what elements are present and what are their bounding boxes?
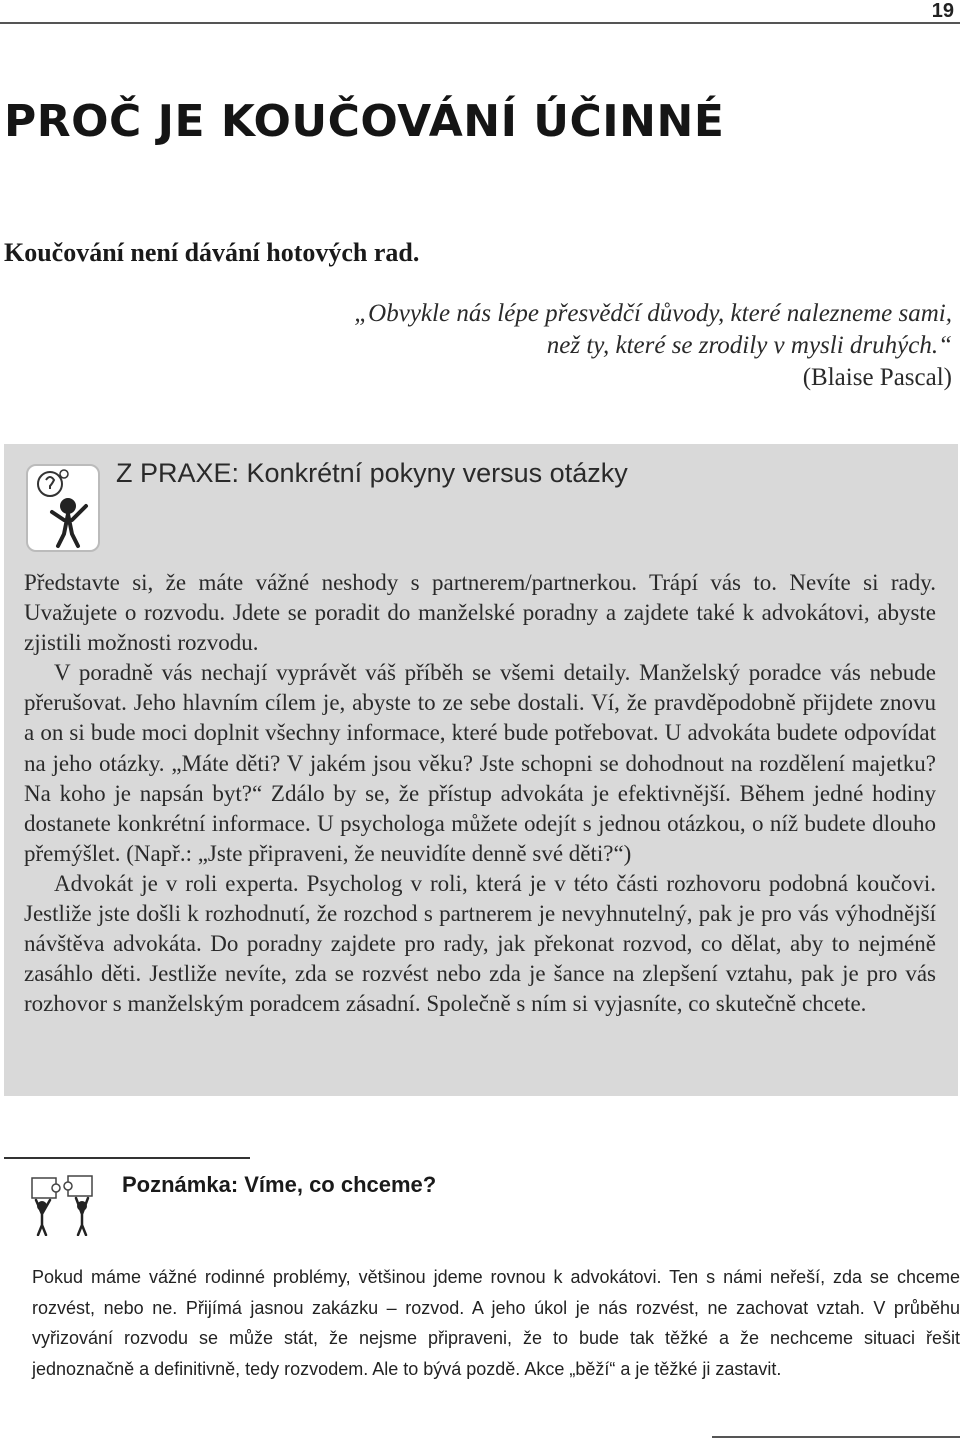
practice-box (4, 444, 958, 1096)
note-heading: Poznámka: Víme, co chceme? (122, 1172, 437, 1197)
note-rule (4, 1157, 250, 1159)
footer-rule (712, 1436, 960, 1438)
practice-paragraph: Představte si, že máte vážné neshody s partnerem/partnerkou. Trápí vás to. Nevíte si rady. Uvažujete o rozvodu. Jdete se poradit do manželské poradny a zajdete také k advokátovi, abyste zjistili možnosti rozvodu. (24, 570, 936, 656)
page-number: 19 (931, 0, 954, 22)
quote-author: (Blaise Pascal) (802, 364, 952, 391)
quote-line-2: než ty, které se zrodily v mysli druhých.“ (546, 332, 952, 359)
practice-heading: Z PRAXE: Konkrétní pokyny versus otázky (116, 458, 628, 488)
header-rule (0, 22, 960, 24)
epigraph-quote (192, 298, 952, 394)
practice-paragraph: V poradně vás nechají vyprávět váš příběh se všemi detaily. Manželský poradce vás nebude přerušovat. Jeho hlavním cílem je, abyste to ze sebe dostali. Ví, že pravděpodobně přijdete znovu a on si bude moci doplnit všechny informace, které bude potřebovat. U advokáta budete odpovídat na jeho otázky. „Máte děti? V jakém jsou věku? Jste schopni se dohodnout na rozdělení majetku? Na koho je napsán byt?“ Zdálo by se, že přístup advokáta je efektivnější. Během jedné hodiny dostanete konkrétní informace. U psychologa můžete odejít s jednou otázkou, o níž budete dlouho přemýšlet. (Např.: „Jste připraveni, že neuvidíte denně své děti?“) (24, 660, 936, 866)
thinking-person-icon (26, 464, 100, 552)
practice-paragraph: Advokát je v roli experta. Psycholog v roli, která je v této části rozhovoru podobná koučovi. Jestliže jste došli k rozhodnutí, že rozchod s partnerem je nevyhnutelný, pak je pro vás výhodnější návštěva advokáta. Do poradny zajdete pro rady, jak překonat rozvod, co dělat, aby to nejméně zasáhlo děti. Jestliže nevíte, zda se rozvést nebo zda je šance na zlepšení vztahu, pak je pro vás rozhovor s manželským poradcem zásadní. Společně s ním si vyjasníte, co skutečně chcete. (24, 870, 936, 1017)
lead-sentence: Koučování není dávání hotových rad. (4, 238, 420, 267)
note-text: Pokud máme vážné rodinné problémy, většinou jdeme rovnou k advokátovi. Ten s námi neřeší, zda se chceme rozvést, nebo ne. Přijímá jasnou zakázku – rozvod. A jeho úkol je nás rozvést, ne zachovat vztah. V průběhu vyřizování rozvodu se může stát, že nejsme připraveni, že to bude tak těžké a že nechceme situaci řešit jednoznačně a definitivně, tedy rozvodem. Ale to bývá pozdě. Akce „běží“ a je těžké ji zastavit. (32, 1267, 960, 1379)
chapter-title: PROČ JE KOUČOVÁNÍ ÚČINNÉ (4, 96, 725, 147)
quote-line-1: „Obvykle nás lépe přesvědčí důvody, které nalezneme sami, (354, 300, 952, 327)
puzzle-people-icon (28, 1172, 100, 1236)
practice-text (24, 568, 936, 1019)
